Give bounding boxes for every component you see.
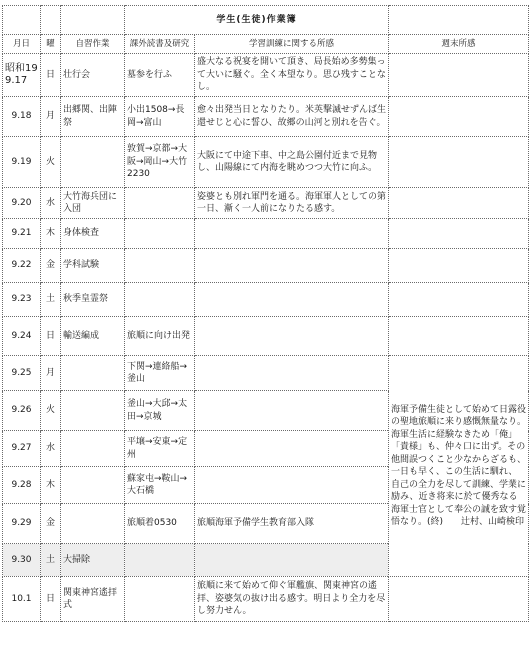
table-row — [3, 219, 529, 249]
row-activity: 大掃除 — [61, 544, 125, 577]
row-dow: 木 — [41, 219, 61, 249]
row-activity: 関東神宮遙拝式 — [61, 577, 125, 622]
row-impression — [195, 544, 389, 577]
row-impression — [195, 391, 389, 431]
table-row — [3, 283, 529, 317]
header-activity: 自習作業 — [61, 35, 125, 54]
row-activity: 大竹海兵団に入団 — [61, 188, 125, 219]
row-date: 9.22 — [3, 249, 41, 283]
row-activity: 身体検査 — [61, 219, 125, 249]
header-weekly: 週末所感 — [389, 35, 529, 54]
row-weekly — [389, 188, 529, 219]
row-date: 10.1 — [3, 577, 41, 622]
row-date: 9.21 — [3, 219, 41, 249]
row-impression: 旅順海軍予備学生教育部入隊 — [195, 504, 389, 544]
row-reading: 蘇家屯→鞍山→大石橋 — [125, 467, 195, 504]
row-dow: 水 — [41, 431, 61, 467]
row-dow: 火 — [41, 137, 61, 188]
row-date: 9.26 — [3, 391, 41, 431]
row-dow: 土 — [41, 544, 61, 577]
row-reading: 釜山→大邱→太田→京城 — [125, 391, 195, 431]
row-date: 昭和19 9.17 — [3, 54, 41, 97]
header-date: 月日 — [3, 35, 41, 54]
row-reading: 平壌→安東→定州 — [125, 431, 195, 467]
row-impression — [195, 431, 389, 467]
row-reading: 旅順に向け出発 — [125, 317, 195, 356]
row-impression: 旅順に来て始めて仰ぐ軍艦旗、関東神宮の遙拝、姿婆気の抜け出る感す。明日より全力を尽し努力せん。 — [195, 577, 389, 622]
table-row — [3, 577, 529, 622]
row-impression — [195, 356, 389, 391]
row-weekly — [389, 283, 529, 317]
title-row — [3, 6, 529, 35]
row-weekly — [389, 317, 529, 356]
row-reading: 旅順着0530 — [125, 504, 195, 544]
row-activity: 輸送編成 — [61, 317, 125, 356]
row-activity — [61, 431, 125, 467]
row-impression: 大阪にて中途下車、中之島公園付近まで見物し、山陽線にて内海を眺めつつ大竹に向ふ。 — [195, 137, 389, 188]
row-date: 9.19 — [3, 137, 41, 188]
row-date: 9.25 — [3, 356, 41, 391]
header-dow: 曜 — [41, 35, 61, 54]
row-impression — [195, 467, 389, 504]
row-dow: 日 — [41, 54, 61, 97]
row-date: 9.18 — [3, 97, 41, 137]
row-activity — [61, 391, 125, 431]
row-dow: 日 — [41, 317, 61, 356]
row-activity — [61, 356, 125, 391]
row-activity: 出郷関、出陣祭 — [61, 97, 125, 137]
row-date: 9.28 — [3, 467, 41, 504]
row-dow: 金 — [41, 249, 61, 283]
row-dow: 土 — [41, 283, 61, 317]
row-reading — [125, 249, 195, 283]
row-dow: 日 — [41, 577, 61, 622]
row-date: 9.30 — [3, 544, 41, 577]
row-dow: 火 — [41, 391, 61, 431]
weekly-note: 海軍予備生徒として始めて日露役の聖地旅順に来り感慨無量なり。海軍生活に経験なきため「俺」「貴様」も、仲々口に出ず。その他間誤つくこと少なからざるも、一日も早く、この生活に馴れ、自己の全力を尽して訓練、学業に励み、近き将来に於て優秀なる海軍士官として奉公の誠を致す覚悟なり。(終) 辻村、山崎検印 — [389, 356, 529, 577]
row-weekly — [389, 219, 529, 249]
row-reading: 下関→連絡船→釜山 — [125, 356, 195, 391]
header-row — [3, 35, 529, 54]
row-reading: 小出1508→長岡→富山 — [125, 97, 195, 137]
row-dow: 水 — [41, 188, 61, 219]
row-activity: 秋季皇霊祭 — [61, 283, 125, 317]
row-dow: 金 — [41, 504, 61, 544]
row-impression: 愈々出発当日となりたり。米英撃滅せずんば生還せじと心に誓ひ、故郷の山河と別れを告ぐ。 — [195, 97, 389, 137]
row-impression — [195, 219, 389, 249]
table-row — [3, 356, 529, 391]
row-impression — [195, 283, 389, 317]
table-row — [3, 188, 529, 219]
table-row — [3, 54, 529, 97]
row-date: 9.24 — [3, 317, 41, 356]
row-dow: 月 — [41, 97, 61, 137]
row-date: 9.27 — [3, 431, 41, 467]
table-row — [3, 317, 529, 356]
row-activity — [61, 137, 125, 188]
row-activity: 壮行会 — [61, 54, 125, 97]
row-dow: 木 — [41, 467, 61, 504]
row-weekly — [389, 577, 529, 622]
row-date: 9.23 — [3, 283, 41, 317]
table-row — [3, 137, 529, 188]
table-row — [3, 97, 529, 137]
row-impression — [195, 249, 389, 283]
row-weekly — [389, 137, 529, 188]
row-reading: 墓参を行ふ — [125, 54, 195, 97]
page-title: 学生(生徒)作業簿 — [125, 6, 389, 35]
table-row — [3, 249, 529, 283]
row-impression: 姿婆とも別れ軍門を通る。海軍軍人としての第一日、漸く一人前になりたる感す。 — [195, 188, 389, 219]
row-dow: 月 — [41, 356, 61, 391]
row-weekly — [389, 54, 529, 97]
row-weekly — [389, 97, 529, 137]
row-reading — [125, 577, 195, 622]
row-date: 9.20 — [3, 188, 41, 219]
row-reading — [125, 544, 195, 577]
row-reading — [125, 219, 195, 249]
row-activity — [61, 467, 125, 504]
row-impression — [195, 317, 389, 356]
row-weekly — [389, 249, 529, 283]
row-reading — [125, 283, 195, 317]
row-activity: 学科試験 — [61, 249, 125, 283]
header-impressions: 学習訓練に関する所感 — [195, 35, 389, 54]
row-activity — [61, 504, 125, 544]
row-reading — [125, 188, 195, 219]
row-reading: 敦賀→京都→大阪→岡山→大竹2230 — [125, 137, 195, 188]
header-reading: 課外読書及研究 — [125, 35, 195, 54]
work-log-table — [2, 5, 529, 622]
row-impression: 盛大なる祝宴を開いて頂き、局長始め多勢集って大いに騒ぐ。全く本望なり。思ひ残すことなし。 — [195, 54, 389, 97]
row-date: 9.29 — [3, 504, 41, 544]
